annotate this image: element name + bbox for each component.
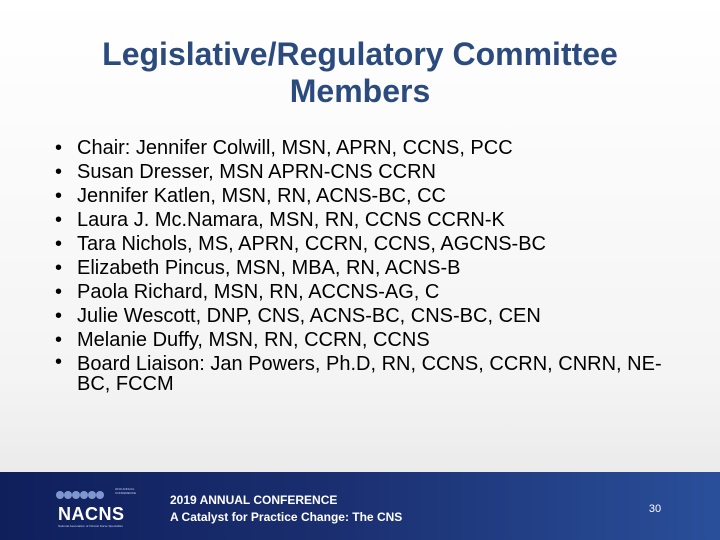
slide-title: Legislative/Regulatory Committee Members bbox=[102, 36, 618, 109]
logo-tagline: National Association of Clinical Nurse Specialists bbox=[58, 524, 123, 528]
page-number: 30 bbox=[648, 503, 662, 515]
list-item: • Laura J. Mc.Namara, MSN, RN, CCNS CCRN-K bbox=[52, 208, 692, 232]
list-item: • Susan Dresser, MSN APRN-CNS CCRN bbox=[52, 160, 692, 184]
list-item: • Chair: Jennifer Colwill, MSN, APRN, CCNS, PCC bbox=[52, 136, 692, 160]
list-item: • Elizabeth Pincus, MSN, MBA, RN, ACNS-B bbox=[52, 256, 692, 280]
nacns-logo bbox=[55, 486, 150, 528]
list-item: • Board Liaison: Jan Powers, Ph.D, RN, CCNS, CCRN, CNRN, NE-BC, FCCM bbox=[52, 352, 692, 394]
list-item: • Julie Wescott, DNP, CNS, ACNS-BC, CNS-BC, CEN bbox=[52, 304, 692, 328]
list-item: • Tara Nichols, MS, APRN, CCRN, CCNS, AGCNS-BC bbox=[52, 232, 692, 256]
member-list bbox=[52, 136, 692, 394]
logo-small-text: 2019 ANNUAL CONFERENCE bbox=[115, 487, 137, 495]
conference-subtitle: A Catalyst for Practice Change: The CNS bbox=[170, 510, 403, 524]
list-item: • Paola Richard, MSN, RN, ACCNS-AG, C bbox=[52, 280, 692, 304]
nacns-circles-logo-icon bbox=[55, 486, 110, 504]
list-item: • Melanie Duffy, MSN, RN, CCRN, CCNS bbox=[52, 328, 692, 352]
list-item: • Jennifer Katlen, MSN, RN, ACNS-BC, CC bbox=[52, 184, 692, 208]
conference-name: 2019 ANNUAL CONFERENCE bbox=[170, 493, 338, 507]
logo-text: NACNS bbox=[58, 504, 125, 524]
